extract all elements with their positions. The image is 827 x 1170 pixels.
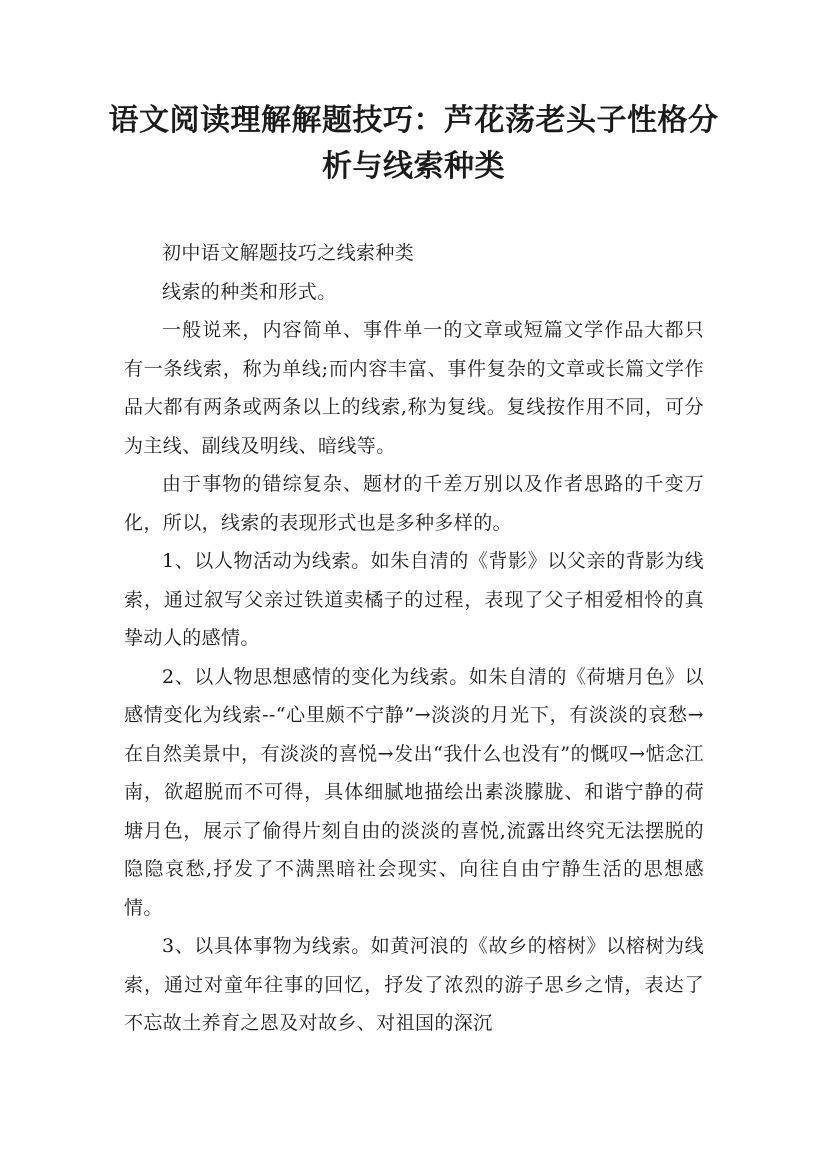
paragraph-point-3: 3、以具体事物为线索。如黄河浪的《故乡的榕树》以榕树为线索，通过对童年往事的回忆，抒发了浓烈的游子思乡之情，表达了不忘故土养育之恩及对故乡、对祖国的深沉 xyxy=(124,935,704,1034)
paragraph-point-1: 1、以人物活动为线索。如朱自清的《背影》以父亲的背影为线索，通过叙写父亲过铁道卖橘子的过程，表现了父子相爱相怜的真挚动人的感情。 xyxy=(124,550,704,649)
paragraph-subtitle: 初中语文解题技巧之线索种类 xyxy=(162,242,415,264)
paragraph-single-multi-line: 一般说来，内容简单、事件单一的文章或短篇文学作品大都只有一条线索，称为单线;而内容丰富、事件复杂的文章或长篇文学作品大都有两条或两条以上的线索,称为复线。复线按作用不同，可分为主线、副线及明线、暗线等。 xyxy=(124,319,704,457)
document-body xyxy=(124,234,704,1043)
paragraph-intro: 线索的种类和形式。 xyxy=(162,280,337,303)
paragraph-point-2: 2、以人物思想感情的变化为线索。如朱自清的《荷塘月色》以感情变化为线索--“心里颇不宁静”→淡淡的月光下，有淡淡的哀愁→在自然美景中，有淡淡的喜悦→发出“我什么也没有”的慨叹→惦念江南，欲超脱而不可得，具体细腻地描绘出素淡朦胧、和谐宁静的荷塘月色，展示了偷得片刻自由的淡淡的喜悦,流露出终究无法摆脱的隐隐哀愁,抒发了不满黑暗社会现实、向往自由宁静生活的思想感情。 xyxy=(124,665,704,919)
document-title: 语文阅读理解解题技巧：芦花荡老头子性格分析与线索种类 xyxy=(108,103,719,184)
paragraph-forms: 由于事物的错综复杂、题材的千差万别以及作者思路的千变万化，所以，线索的表现形式也是多种多样的。 xyxy=(124,473,704,534)
